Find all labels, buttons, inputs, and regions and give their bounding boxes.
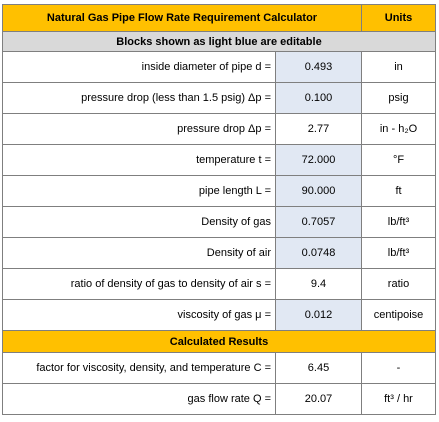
temperature-input[interactable]: 72.000 — [276, 145, 362, 176]
flow-rate-unit: ft³ / hr — [362, 384, 436, 415]
density-air-unit: lb/ft³ — [362, 238, 436, 269]
diameter-input[interactable]: 0.493 — [276, 52, 362, 83]
input-row-density-gas — [3, 207, 436, 238]
editable-note: Blocks shown as light blue are editable — [3, 32, 436, 52]
result-row-flow-rate — [3, 384, 436, 415]
viscosity-input[interactable]: 0.012 — [276, 300, 362, 331]
results-header: Calculated Results — [3, 331, 436, 353]
input-row-viscosity — [3, 300, 436, 331]
input-row-temperature — [3, 145, 436, 176]
density-air-input[interactable]: 0.0748 — [276, 238, 362, 269]
density-gas-label: Density of gas — [3, 207, 276, 238]
calculator-table — [2, 4, 436, 415]
note-row — [3, 32, 436, 52]
diameter-unit: in — [362, 52, 436, 83]
density-gas-input[interactable]: 0.7057 — [276, 207, 362, 238]
input-row-pressure-drop-psig — [3, 83, 436, 114]
density-gas-unit: lb/ft³ — [362, 207, 436, 238]
header-row — [3, 5, 436, 32]
flow-rate-value: 20.07 — [276, 384, 362, 415]
density-ratio-label: ratio of density of gas to density of air s = — [3, 269, 276, 300]
pressure-drop-psig-input[interactable]: 0.100 — [276, 83, 362, 114]
input-row-diameter — [3, 52, 436, 83]
pressure-drop-inh2o-label: pressure drop Δp = — [3, 114, 276, 145]
temperature-unit: °F — [362, 145, 436, 176]
density-ratio-unit: ratio — [362, 269, 436, 300]
viscosity-unit: centipoise — [362, 300, 436, 331]
calculator-title: Natural Gas Pipe Flow Rate Requirement Calculator — [3, 5, 362, 32]
temperature-label: temperature t = — [3, 145, 276, 176]
pipe-length-label: pipe length L = — [3, 176, 276, 207]
input-row-density-air — [3, 238, 436, 269]
units-header: Units — [362, 5, 436, 32]
factor-label: factor for viscosity, density, and temperature C = — [3, 353, 276, 384]
pressure-drop-inh2o-value: 2.77 — [276, 114, 362, 145]
pressure-drop-inh2o-unit: in - h₂O — [362, 114, 436, 145]
viscosity-label: viscosity of gas μ = — [3, 300, 276, 331]
factor-value: 6.45 — [276, 353, 362, 384]
results-header-row — [3, 331, 436, 353]
diameter-label: inside diameter of pipe d = — [3, 52, 276, 83]
pressure-drop-psig-label: pressure drop (less than 1.5 psig) Δp = — [3, 83, 276, 114]
row-density-ratio — [3, 269, 436, 300]
density-air-label: Density of air — [3, 238, 276, 269]
row-pressure-drop-inh2o — [3, 114, 436, 145]
pipe-length-unit: ft — [362, 176, 436, 207]
pressure-drop-psig-unit: psig — [362, 83, 436, 114]
input-row-pipe-length — [3, 176, 436, 207]
result-row-factor — [3, 353, 436, 384]
density-ratio-value: 9.4 — [276, 269, 362, 300]
flow-rate-label: gas flow rate Q = — [3, 384, 276, 415]
pipe-length-input[interactable]: 90.000 — [276, 176, 362, 207]
factor-unit: - — [362, 353, 436, 384]
